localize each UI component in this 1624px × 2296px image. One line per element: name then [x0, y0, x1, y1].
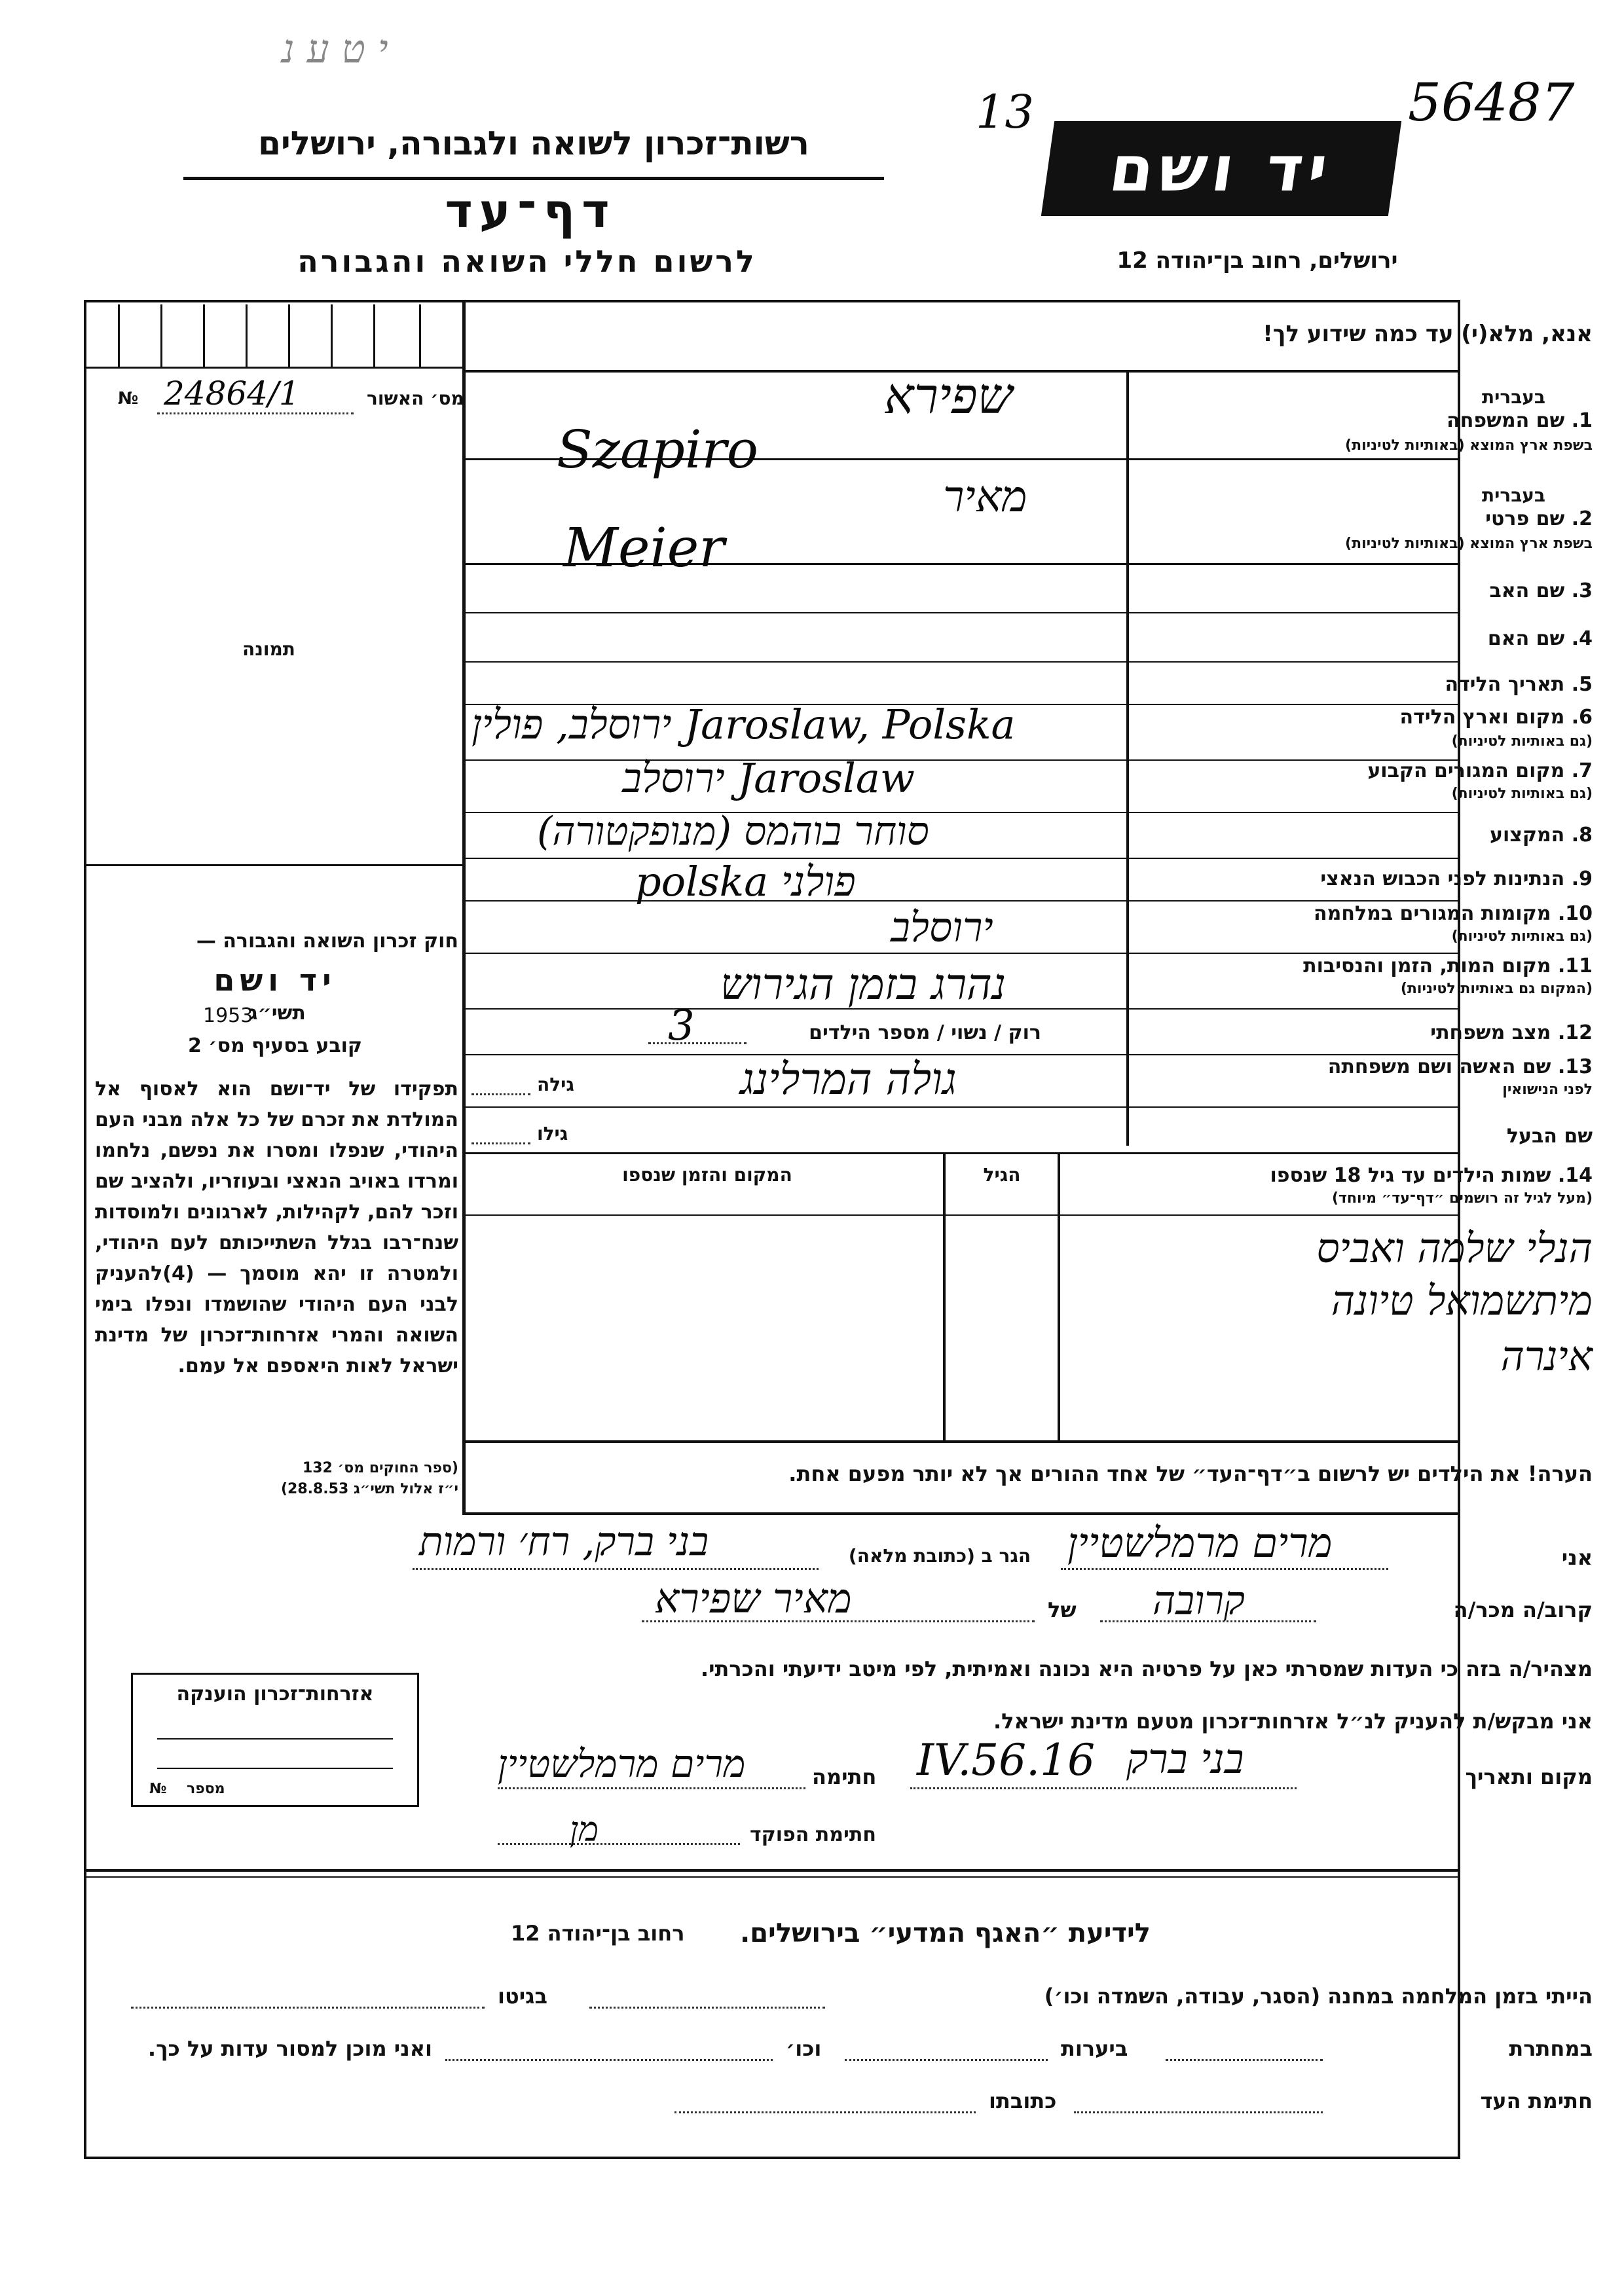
law-year-heb: תשי״ג	[249, 1002, 306, 1025]
underground-label: במחתרת	[1509, 2036, 1593, 2061]
signature-line	[498, 1787, 805, 1789]
yad-vashem-logo: יד ושם	[1041, 121, 1401, 216]
left-column-divider	[462, 302, 466, 1514]
underground-line	[1166, 2059, 1323, 2061]
tick-box-8	[419, 304, 421, 367]
authority-underline	[183, 177, 884, 180]
address-line	[413, 1568, 819, 1570]
margin-number: 13	[976, 85, 1035, 139]
f6-label: 6. מקום וארץ הלידה	[1399, 706, 1593, 729]
f2-heb-value[interactable]: מאיר	[943, 471, 1027, 522]
f2-latin-sub: בשפת ארץ המוצא (באותיות לטיניות)	[1345, 536, 1593, 552]
wife-age-label: גילה	[537, 1074, 574, 1095]
rule-f4	[462, 661, 1458, 663]
info-title: לידיעת ״האגף המדעי״ בירושלים.	[740, 1918, 1151, 1948]
f13-label: 13. שם האשה ושם משפחתה	[1327, 1055, 1593, 1078]
witness-address-line	[674, 2111, 976, 2113]
f14-bottom-rule	[462, 1440, 1458, 1443]
witness-signature-line	[1074, 2111, 1323, 2113]
place-value[interactable]: בני ברק	[1126, 1735, 1244, 1783]
place-date-label: מקום ותאריך	[1465, 1764, 1593, 1789]
faint-stamp: י ט ע נ	[282, 26, 388, 72]
testimony-statement: ואני מוכן למסור עדות על כך.	[147, 2036, 432, 2061]
law-name: יד ושם	[213, 962, 337, 998]
f7-value[interactable]: Jaroslaw ירוסלב	[622, 754, 915, 802]
officer-line	[498, 1843, 740, 1845]
rule-f3	[462, 612, 1458, 613]
f2-latin-value[interactable]: Meier	[563, 517, 725, 579]
f14-sub: (מעל לגיל זה רושמים ״דף־עד״ מיוחד)	[1331, 1190, 1593, 1207]
ghetto-line	[131, 2007, 485, 2009]
f7-sub: (גם באותיות לטיניות)	[1451, 786, 1593, 802]
labels-column-divider	[1126, 370, 1129, 1146]
info-top-rule	[86, 1869, 1458, 1872]
f2-label: 2. שם פרטי	[1485, 507, 1593, 530]
f14-header-rule	[462, 1214, 1458, 1216]
rule-f9	[462, 900, 1458, 902]
statement: מצהיר/ה בזה כי העדות שמסרתי כאן על פרטיה היא נכונה ואמיתית, לפי מיטב ידיעתי והכרתי.	[700, 1656, 1593, 1681]
child-3[interactable]: אינרה	[1500, 1332, 1593, 1380]
approval-prefix: №	[118, 389, 139, 409]
col-age-header: הגיל	[983, 1164, 1021, 1186]
child-1[interactable]: הנלי שלמה ואביס	[1316, 1224, 1593, 1272]
place-date-line	[910, 1787, 1297, 1789]
tick-box-7	[373, 304, 375, 367]
rule-husband	[462, 1152, 1458, 1154]
residing-label: הגר ב (כתובת מלאה)	[848, 1545, 1031, 1567]
certificate-number-label: מספר	[187, 1781, 225, 1797]
f5-label: 5. תאריך הלידה	[1445, 673, 1593, 696]
tick-box-6	[331, 304, 333, 367]
f11-label: 11. מקום המות, הזמן והנסיבות	[1303, 955, 1593, 977]
f12-children-value[interactable]: 3	[668, 1002, 695, 1050]
f14-col-divider-1	[943, 1152, 946, 1440]
f14-col-divider-2	[1058, 1152, 1060, 1440]
f6-value[interactable]: Jaroslaw, Polska ירוסלב, פולין	[471, 701, 1016, 748]
etc-line	[445, 2059, 773, 2061]
law-text: תפקידו של יד־ושם הוא לאסוף אל המולדת את זכרם של כל אלה מבני העם היהודי, שנפלו ומסרו את נפשם, נלחמו ומרדו באויב הנאצי ובעוזריו, ולהציב שם וזכר להם, לקהילות, לארגונים ולמוסדות שנח־רבו בגלל השתייכותם לעם היהודי, ולמטרה זו יהא מוסמך — (4)להעניק לבני העם היהודי שהושמדו ונפלו בימי השואה והמרי אזרחות־זכרון של מדינת ישראל לאות היאספם אל עמם.	[95, 1078, 458, 1377]
cert-line-2	[157, 1768, 393, 1769]
f12-options: רוק / נשוי / מספר הילדים	[809, 1021, 1041, 1044]
f9-label: 9. הנתינות לפני הכבוש הנאצי	[1320, 867, 1593, 890]
f7-label: 7. מקום המגורים הקבוע	[1367, 759, 1593, 782]
signature-label: חתימה	[812, 1764, 877, 1789]
form-subtitle: לרשום חללי השואה והגבורה	[297, 244, 757, 279]
forests-line	[845, 2059, 1048, 2061]
note-bottom-rule	[462, 1512, 1458, 1515]
f3-label: 3. שם האב	[1489, 579, 1593, 602]
f2-hebrew-label: בעברית	[1481, 484, 1545, 506]
date-value[interactable]: 16.IV.56	[917, 1735, 1096, 1785]
approval-number[interactable]: 24864/1	[164, 374, 300, 412]
authority-title: רשות־זכרון לשואה ולגבורה, ירושלים	[258, 124, 809, 162]
f1-label: 1. שם המשפחה	[1447, 409, 1593, 432]
note: הערה! את הילדים יש לרשום ב״דף־העד״ של אחד ההורים אך לא יותר מפעם אחת.	[788, 1461, 1593, 1486]
of-label: של	[1048, 1597, 1077, 1622]
signature-value[interactable]: מרים מרמלשטיין	[498, 1741, 746, 1786]
rule-f6	[462, 759, 1458, 761]
law-ref-2: י״ז אלול תשי״ג 28.8.53)	[280, 1481, 458, 1497]
f1-latin-sub: בשפת ארץ המוצא (באותיות לטיניות)	[1345, 437, 1593, 454]
info-line1: הייתי בזמן המלחמה במחנה (הסגר, עבודה, השמדה וכו׳)	[1044, 1984, 1593, 2009]
forests-label: ביערות	[1061, 2036, 1128, 2061]
witness-address-label: כתובתו	[989, 2088, 1057, 2113]
f8-label: 8. המקצוע	[1490, 824, 1593, 847]
etc-label: וכו׳	[786, 2036, 822, 2061]
relative-label: קרוב/ה מכר/ה	[1453, 1597, 1593, 1622]
f1-heb-value[interactable]: שפירא	[884, 367, 1013, 425]
f13-value[interactable]: גולה המרלינג	[740, 1054, 957, 1104]
officer-value[interactable]: מן	[570, 1810, 599, 1850]
ghetto-label: בגיטו	[498, 1984, 547, 2009]
rule-f8	[462, 858, 1458, 859]
instructions: אנא, מלא(י) עד כמה שידוע לך!	[1263, 321, 1593, 347]
husband-age-label: גילו	[537, 1123, 568, 1144]
declaration-i-label: אני	[1561, 1545, 1593, 1570]
approval-line	[157, 412, 354, 414]
certificate-prefix: №	[149, 1781, 167, 1797]
certificate-title: אזרחות־זכרון הוענקה	[176, 1683, 374, 1705]
f11-sub: (המקום גם באותיות לטיניות)	[1400, 981, 1593, 997]
husband-label: שם הבעל	[1506, 1125, 1593, 1148]
address-value[interactable]: בני ברק, רח׳ ורמות	[419, 1519, 709, 1565]
corner-number: 56487	[1408, 72, 1575, 133]
f10-value[interactable]: ירוסלב	[891, 903, 993, 951]
form-title: דף־עד	[445, 183, 616, 238]
declarant-name[interactable]: מרים מרמלשטיין	[1067, 1519, 1333, 1567]
info-top-rule-2	[86, 1876, 1458, 1878]
f13-sub: לפני הנישואין	[1502, 1082, 1593, 1098]
law-title: חוק זכרון השואה והגבורה —	[196, 930, 458, 953]
rule-f13	[462, 1106, 1458, 1108]
tick-box-1	[118, 304, 120, 367]
f14-label: 14. שמות הילדים עד גיל 18 שנספו	[1270, 1164, 1593, 1187]
law-year: 1953	[203, 1004, 253, 1027]
header-address: ירושלים, רחוב בן־יהודה 12	[1116, 247, 1398, 274]
wife-age-line	[471, 1093, 530, 1095]
law-top-rule	[86, 864, 464, 866]
col-place-header: המקום והזמן שנספו	[622, 1164, 792, 1186]
law-ref-1: (ספר החוקים מס׳ 132	[302, 1460, 458, 1476]
f1-latin-value[interactable]: Szapiro	[557, 419, 758, 480]
rule-f12	[462, 1054, 1458, 1055]
f4-label: 4. שם האם	[1487, 627, 1593, 650]
of-value[interactable]: מאיר שפירא	[655, 1575, 852, 1622]
f8-value[interactable]: סוחר בוהמס (מנופקטורה)	[537, 809, 929, 854]
request: אני מבקש/ת להעניק לנ״ל אזרחות־זכרון מטעם מדינת ישראל.	[993, 1709, 1593, 1734]
f12-label: 12. מצב משפחתי	[1430, 1021, 1593, 1044]
child-2[interactable]: מיתשמואל טיונה	[1331, 1277, 1593, 1324]
relation-value[interactable]: קרובה	[1153, 1578, 1246, 1624]
camp-line	[589, 2007, 825, 2009]
husband-age-line	[471, 1142, 530, 1144]
cert-line-1	[157, 1738, 393, 1740]
declarant-line	[1061, 1568, 1388, 1570]
tick-box-5	[288, 304, 290, 367]
law-clause: קובע בסעיף מס׳ 2	[187, 1034, 363, 1057]
tick-box-3	[203, 304, 205, 367]
f12-children-line	[648, 1042, 747, 1044]
witness-signature-label: חתימת העד	[1480, 2088, 1593, 2113]
approval-label: מס׳ האשור	[367, 388, 464, 409]
f1-hebrew-label: בעברית	[1481, 386, 1545, 408]
f10-label: 10. מקומות המגורים במלחמה	[1314, 902, 1593, 925]
info-address: רחוב בן־יהודה 12	[511, 1921, 685, 1946]
officer-label: חתימת הפוקד	[750, 1823, 876, 1846]
tick-box-4	[246, 304, 248, 367]
f6-sub: (גם באותיות לטיניות)	[1451, 733, 1593, 750]
f10-sub: (גם באותיות לטיניות)	[1451, 928, 1593, 945]
tick-box-2	[160, 304, 162, 367]
photo-label: תמונה	[242, 638, 295, 660]
f9-value[interactable]: פולני polska	[635, 858, 856, 905]
rule-f10	[462, 953, 1458, 954]
f11-value[interactable]: נהרג בזמן הגירוש	[720, 959, 1006, 1010]
left-top-rule	[86, 367, 464, 369]
